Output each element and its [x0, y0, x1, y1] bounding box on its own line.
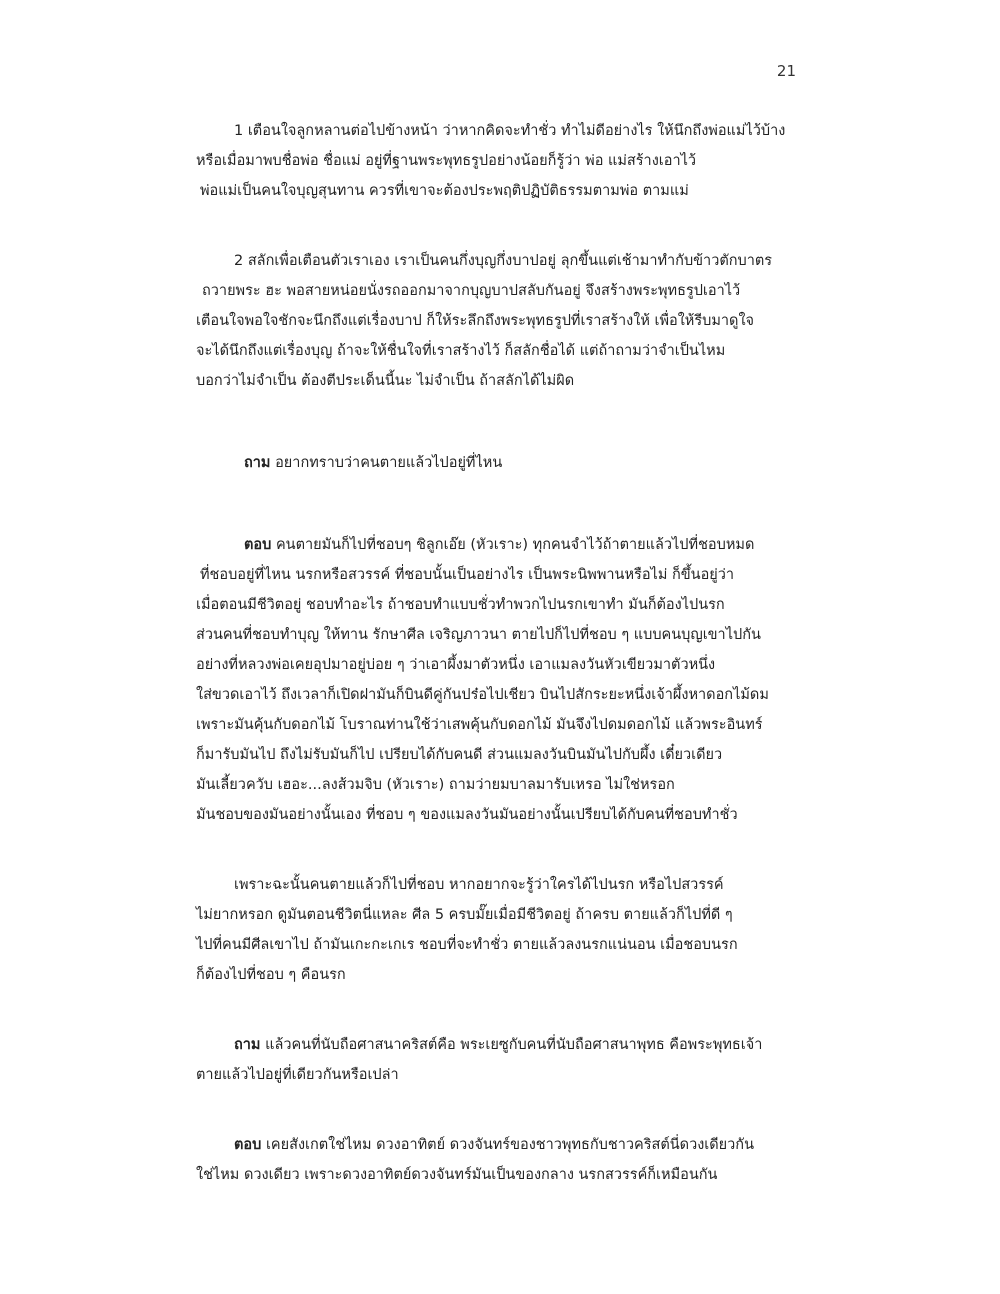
text-line: บอกว่าไม่จำเป็น ต้องตีประเด็นนี้นะ ไม่จำเป็น ถ้าสลักได้ไม่ผิด [196, 373, 575, 389]
answer-2 [196, 1130, 808, 1190]
text-line: เมื่อตอนมีชีวิตอยู่ ชอบทำอะไร ถ้าชอบทำแบบชั่วทำพวกไปนรกเขาทำ มันก็ต้องไปนรก [196, 597, 725, 613]
text-line: 1 เตือนใจลูกหลานต่อไปข้างหน้า ว่าหากคิดจะทำชั่ว ทำไม่ดีอย่างไร ให้นึกถึงพ่อแม่ไว้บ้าง [234, 123, 786, 139]
text-line: 2 สลักเพื่อเตือนตัวเราเอง เราเป็นคนกึ่งบุญกึ่งบาปอยู่ ลุกขึ้นแต่เช้ามาทำกับข้าวตักบาตร [234, 253, 773, 269]
text-line [196, 1030, 808, 1060]
question-1 [196, 448, 808, 478]
answer-label: ตอบ [234, 1137, 262, 1153]
text-line: ไปที่คนมีศีลเขาไป ถ้ามันเกะกะเกเร ชอบที่จะทำชั่ว ตายแล้วลงนรกแน่นอน เมื่อชอบนรก [196, 937, 738, 953]
question-text: แล้วคนที่นับถือศาสนาคริสต์คือ พระเยซูกับคนที่นับถือศาสนาพุทธ คือพระพุทธเจ้า [260, 1037, 763, 1053]
page-number: 21 [776, 62, 796, 80]
text-line: ก็มารับมันไป ถึงไม่รับมันก็ไป เปรียบได้กับคนดี ส่วนแมลงวันบินมันไปกับผึ้ง เดี๋ยวเดียว [196, 747, 723, 763]
text-line: ตายแล้วไปอยู่ที่เดียวกันหรือเปล่า [196, 1067, 399, 1083]
text-line: ใส่ขวดเอาไว้ ถึงเวลาก็เปิดฝามันก็บินดีคู่กันปร๋อไปเชียว บินไปสักระยะหนึ่งเจ้าผึ้งหาดอกไม้ดม [196, 687, 769, 703]
question-text: อยากทราบว่าคนตายแล้วไปอยู่ที่ไหน [270, 455, 503, 471]
text-line: ใช่ไหม ดวงเดียว เพราะดวงอาทิตย์ดวงจันทร์มันเป็นของกลาง นรกสวรรค์ก็เหมือนกัน [196, 1167, 718, 1183]
text-line: ไม่ยากหรอก ดูมันตอนชีวิตนี่แหละ ศีล 5 ครบมั๊ยเมื่อมีชีวิตอยู่ ถ้าครบ ตายแล้วก็ไปที่ดี ๆ [196, 907, 733, 923]
answer-1 [196, 530, 808, 830]
text-line: อย่างที่หลวงพ่อเคยอุปมาอยู่บ่อย ๆ ว่าเอาผึ้งมาตัวหนึ่ง เอาแมลงวันหัวเขียวมาตัวหนึ่ง [196, 657, 716, 673]
page-body [196, 116, 808, 1190]
text-line: มันชอบของมันอย่างนั้นเอง ที่ชอบ ๆ ของแมลงวันมันอย่างนั้นเปรียบได้กับคนที่ชอบทำชั่ว [196, 807, 738, 823]
text-line [196, 530, 808, 560]
text-line: จะได้นึกถึงแต่เรื่องบุญ ถ้าจะให้ชื่นใจที่เราสร้างไว้ ก็สลักชื่อได้ แต่ถ้าถามว่าจำเป็นไหม [196, 343, 726, 359]
answer-text: คนตายมันก็ไปที่ชอบๆ ชิลูกเอ๊ย (หัวเราะ) ทุกคนจำไว้ถ้าตายแล้วไปที่ชอบหมด [271, 537, 755, 553]
answer-text: เคยสังเกตใช่ไหม ดวงอาทิตย์ ดวงจันทร์ของชาวพุทธกับชาวคริสต์นี่ดวงเดียวกัน [261, 1137, 754, 1153]
paragraph-2 [196, 246, 808, 396]
text-line: เพราะฉะนั้นคนตายแล้วก็ไปที่ชอบ หากอยากจะรู้ว่าใครได้ไปนรก หรือไปสวรรค์ [234, 877, 724, 893]
text-line [196, 448, 808, 478]
text-line: หรือเมื่อมาพบชื่อพ่อ ชื่อแม่ อยู่ที่ฐานพระพุทธรูปอย่างน้อยก็รู้ว่า พ่อ แม่สร้างเอาไว้ [196, 153, 697, 169]
text-line: ก็ต้องไปที่ชอบ ๆ คือนรก [196, 967, 346, 983]
paragraph-3 [196, 870, 808, 990]
paragraph-1 [196, 116, 808, 206]
question-label: ถาม [244, 455, 271, 471]
text-line: ที่ชอบอยู่ที่ไหน นรกหรือสวรรค์ ที่ชอบนั้นเป็นอย่างไร เป็นพระนิพพานหรือไม่ ก็ขึ้นอยู่ว่า [200, 567, 735, 583]
text-line: มันเลี้ยวควับ เฮอะ...ลงส้วมจิบ (หัวเราะ) ถามว่ายมบาลมารับเหรอ ไม่ใช่หรอก [196, 777, 675, 793]
question-label: ถาม [234, 1037, 261, 1053]
text-line: เตือนใจพอใจชักจะนึกถึงแต่เรื่องบาป ก็ให้ระลึกถึงพระพุทธรูปที่เราสร้างให้ เพื่อให้รีบมาดูใจ [196, 313, 755, 329]
text-line [196, 1130, 808, 1160]
text-line: พ่อแม่เป็นคนใจบุญสุนทาน ควรที่เขาจะต้องประพฤติปฏิบัติธรรมตามพ่อ ตามแม่ [200, 183, 689, 199]
answer-label: ตอบ [244, 537, 272, 553]
question-2 [196, 1030, 808, 1090]
text-line: เพราะมันคุ้นกับดอกไม้ โบราณท่านใช้ว่าเสพคุ้นกับดอกไม้ มันจึงไปดมดอกไม้ แล้วพระอินทร์ [196, 717, 763, 733]
text-line: ส่วนคนที่ชอบทำบุญ ให้ทาน รักษาศีล เจริญภาวนา ตายไปก็ไปที่ชอบ ๆ แบบคนบุญเขาไปกัน [196, 627, 761, 643]
text-line: ถวายพระ ฮะ พอสายหน่อยนั่งรถออกมาจากบุญบาปสลับกันอยู่ จึงสร้างพระพุทธรูปเอาไว้ [202, 283, 741, 299]
